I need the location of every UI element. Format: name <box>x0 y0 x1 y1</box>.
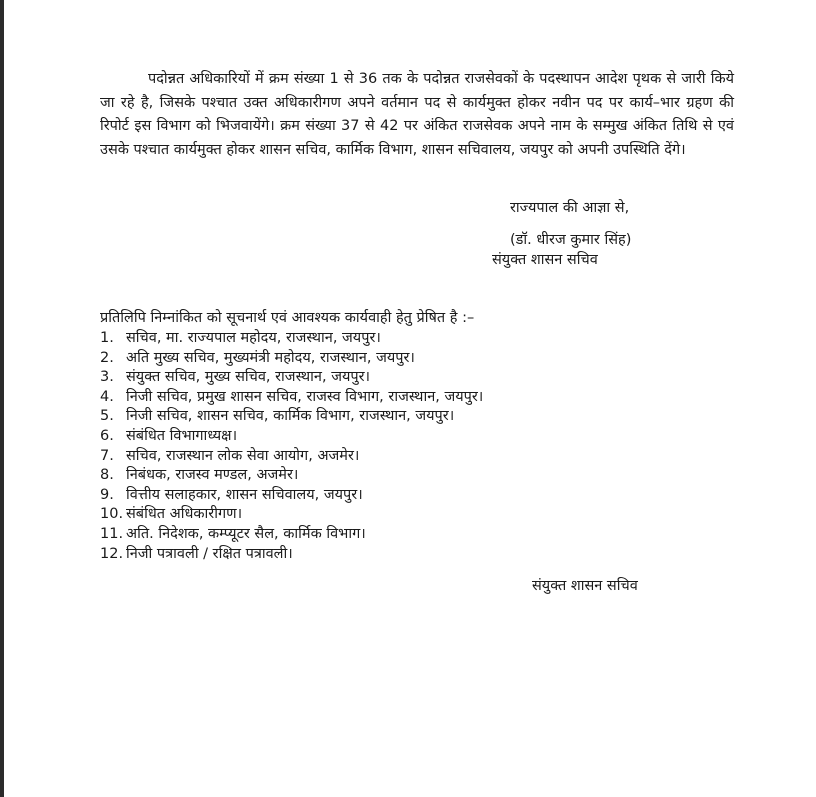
list-item-number: 6. <box>100 427 114 444</box>
list-item <box>100 388 483 408</box>
list-item <box>100 447 483 467</box>
list-item-text: संबंधित अधिकारीगण। <box>126 506 243 523</box>
signature-designation: संयुक्त शासन सचिव <box>492 252 598 268</box>
list-item <box>100 545 483 565</box>
list-item-text: निजी सचिव, प्रमुख शासन सचिव, राजस्व विभाग, राजस्थान, जयपुर। <box>126 388 484 405</box>
list-item <box>100 505 483 525</box>
list-item-number: 5. <box>100 408 114 425</box>
document-page <box>4 0 816 797</box>
closing-signature: संयुक्त शासन सचिव <box>532 578 638 594</box>
list-item-number: 9. <box>100 486 114 503</box>
signature-order-line: राज्यपाल की आज्ञा से, <box>510 200 630 216</box>
list-item-number: 10. <box>100 506 124 523</box>
list-item-text: अति मुख्य सचिव, मुख्यमंत्री महोदय, राजस्थान, जयपुर। <box>126 349 415 366</box>
list-item <box>100 427 483 447</box>
list-item-number: 1. <box>100 330 114 346</box>
list-item-text: निजी पत्रावली / रक्षित पत्रावली। <box>126 545 293 562</box>
list-item-text: संयुक्त सचिव, मुख्य सचिव, राजस्थान, जयपुर। <box>126 369 371 386</box>
list-item-number: 3. <box>100 369 114 386</box>
list-item <box>100 368 483 388</box>
list-item <box>100 466 483 486</box>
list-item <box>100 407 483 427</box>
list-item-text: निबंधक, राजस्व मण्डल, अजमेर। <box>126 467 299 484</box>
list-item-text: वित्तीय सलाहकार, शासन सचिवालय, जयपुर। <box>126 486 363 503</box>
list-item-number: 4. <box>100 388 114 405</box>
list-item-text: संबंधित विभागाध्यक्ष। <box>126 427 238 444</box>
list-item-text: सचिव, राजस्थान लोक सेवा आयोग, अजमेर। <box>126 447 360 464</box>
list-item-number: 7. <box>100 447 114 464</box>
list-item <box>100 329 483 349</box>
list-item-number: 12. <box>100 545 124 562</box>
list-item-number: 8. <box>100 467 114 484</box>
list-item <box>100 525 483 545</box>
list-item-text: निजी सचिव, शासन सचिव, कार्मिक विभाग, राजस्थान, जयपुर। <box>126 408 455 425</box>
list-item <box>100 349 483 369</box>
list-item-text: अति. निदेशक, कम्प्यूटर सैल, कार्मिक विभाग। <box>126 525 366 542</box>
copy-to-heading: प्रतिलिपि निम्नांकित को सूचनार्थ एवं आवश्यक कार्यवाही हेतु प्रेषित है :– <box>100 310 475 326</box>
signature-name: (डॉ. धीरज कुमार सिंह) <box>510 232 632 248</box>
copy-to-list <box>100 329 483 564</box>
list-item-number: 11. <box>100 525 124 542</box>
list-item-number: 2. <box>100 349 114 366</box>
list-item <box>100 486 483 506</box>
list-item-text: सचिव, मा. राज्यपाल महोदय, राजस्थान, जयपुर। <box>126 330 381 346</box>
body-paragraph: पदोन्नत अधिकारियों में क्रम संख्या 1 से 36 तक के पदोन्नत राजसेवकों के पदस्थापन आदेश पृथक से जारी किये जा रहे है, जिसके पश्चात उक्त अधिकारीगण अपने वर्तमान पद से कार्यमुक्त होकर नवीन पद पर कार्य–भार ग्रहण की रिपोर्ट इस विभाग को भिजवायेंगे। क्रम संख्या 37 से 42 पर अंकित राजसेवक अपने नाम के सम्मुख अंकित तिथि से एवं उसके पश्चात कार्यमुक्त होकर शासन सचिव, कार्मिक विभाग, शासन सचिवालय, जयपुर को अपनी उपस्थिति देंगे। <box>100 71 734 158</box>
